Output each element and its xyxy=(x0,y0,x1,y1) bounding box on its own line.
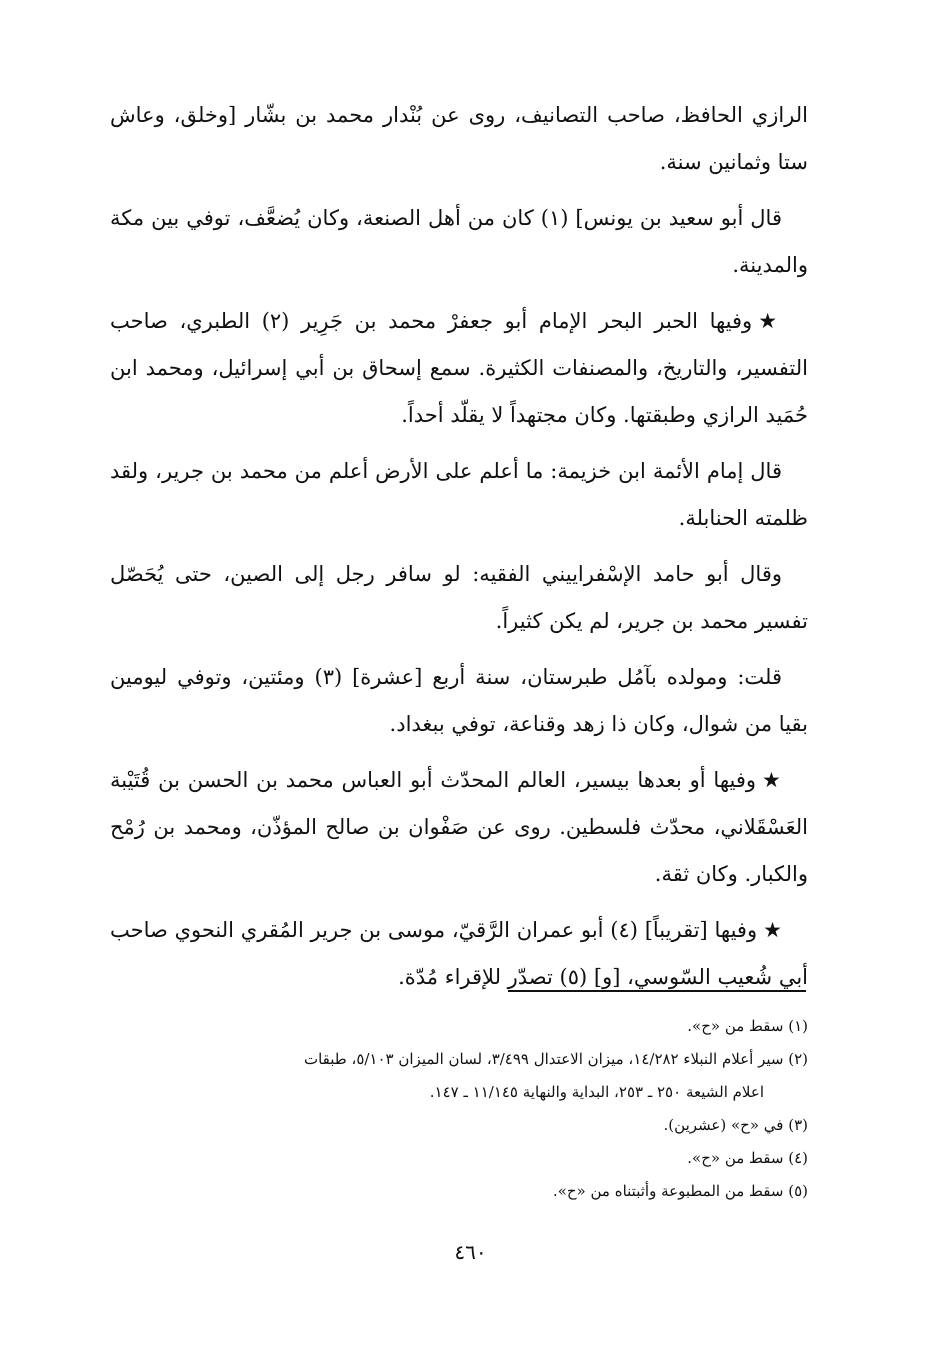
paragraph-7 xyxy=(110,757,808,898)
paragraph-3 xyxy=(110,298,808,439)
paragraph-4 xyxy=(110,448,808,542)
paragraph-3-text: وفيها الحبر البحر الإمام أبو جعفرْ محمد بن جَرِير (٢) الطبري، صاحب التفسير، والتاريخ، والمصنفات الكثيرة. سمع إسحاق بن أبي إسرائيل، ومحمد ابن حُمَيد الرازي وطبقتها. وكان مجتهداً لا يقلّد أحداً. xyxy=(110,309,808,427)
paragraph-7-text: وفيها أو بعدها بيسير، العالم المحدّث أبو العباس محمد بن الحسن بن قُتَيْبة العَسْقَلاني، محدّث فلسطين. روى عن صَفْوان بن صالح المؤذّن، ومحمد بن رُمْح والكبار. وكان ثقة. xyxy=(110,768,808,886)
paragraph-2 xyxy=(110,195,808,289)
paragraph-5 xyxy=(110,551,808,645)
paragraph-2-text: قال أبو سعيد بن يونس] (١) كان من أهل الصنعة، وكان يُضعَّف، توفي بين مكة والمدينة. xyxy=(110,206,808,277)
paragraph-8-text: وفيها [تقريباً] (٤) أبو عمران الرَّقيّ، موسى بن جرير المُقري النحوي صاحب أبي شُعيب السّوسي، [و] (٥) تصدّر للإقراء مُدّة. xyxy=(110,918,808,989)
paragraph-4-text: قال إمام الأئمة ابن خزيمة: ما أعلم على الأرض أعلم من محمد بن جرير، ولقد ظلمته الحنابلة. xyxy=(110,459,808,530)
paragraph-6-text: قلت: ومولده بآمُل طبرستان، سنة أربع [عشرة] (٣) ومئتين، وتوفي ليومين بقيا من شوال، وكان ذا زهد وقناعة، توفي ببغداد. xyxy=(110,665,808,736)
paragraph-8 xyxy=(110,907,808,1001)
footnote-4: (٤) سقط من «ح». xyxy=(687,1149,808,1167)
footnote-5: (٥) سقط من المطبوعة وأثبتناه من «ح». xyxy=(552,1182,808,1200)
paragraph-1-text: الرازي الحافظ، صاحب التصانيف، روى عن بُنْدار محمد بن بشّار [وخلق، وعاش ستا وثمانين سنة. xyxy=(110,103,808,174)
footnote-1: (١) سقط من «ح». xyxy=(687,1017,808,1035)
footnotes xyxy=(110,1010,808,1208)
star-marker: ★ xyxy=(763,918,783,942)
footnote-2-continued: اعلام الشيعة ٢٥٠ ـ ٢٥٣، البداية والنهاية ١١/١٤٥ ـ ١٤٧. xyxy=(429,1083,764,1101)
star-marker: ★ xyxy=(758,309,782,333)
footnote-divider xyxy=(508,990,806,992)
footnote-2: (٢) سير أعلام النبلاء ١٤/٢٨٢، ميزان الاعتدال ٣/٤٩٩، لسان الميزان ٥/١٠٣، طبقات xyxy=(303,1050,808,1068)
page-number: ٤٦٠ xyxy=(454,1240,487,1264)
footnote-3: (٣) في «ح» (عشرين). xyxy=(663,1116,808,1134)
main-text xyxy=(110,92,808,1010)
paragraph-5-text: وقال أبو حامد الإسْفراييني الفقيه: لو سافر رجل إلى الصين، حتى يُحَصّل تفسير محمد بن جرير، لم يكن كثيراً. xyxy=(110,562,808,633)
star-marker: ★ xyxy=(762,768,782,792)
paragraph-6 xyxy=(110,654,808,748)
paragraph-1 xyxy=(110,92,808,186)
